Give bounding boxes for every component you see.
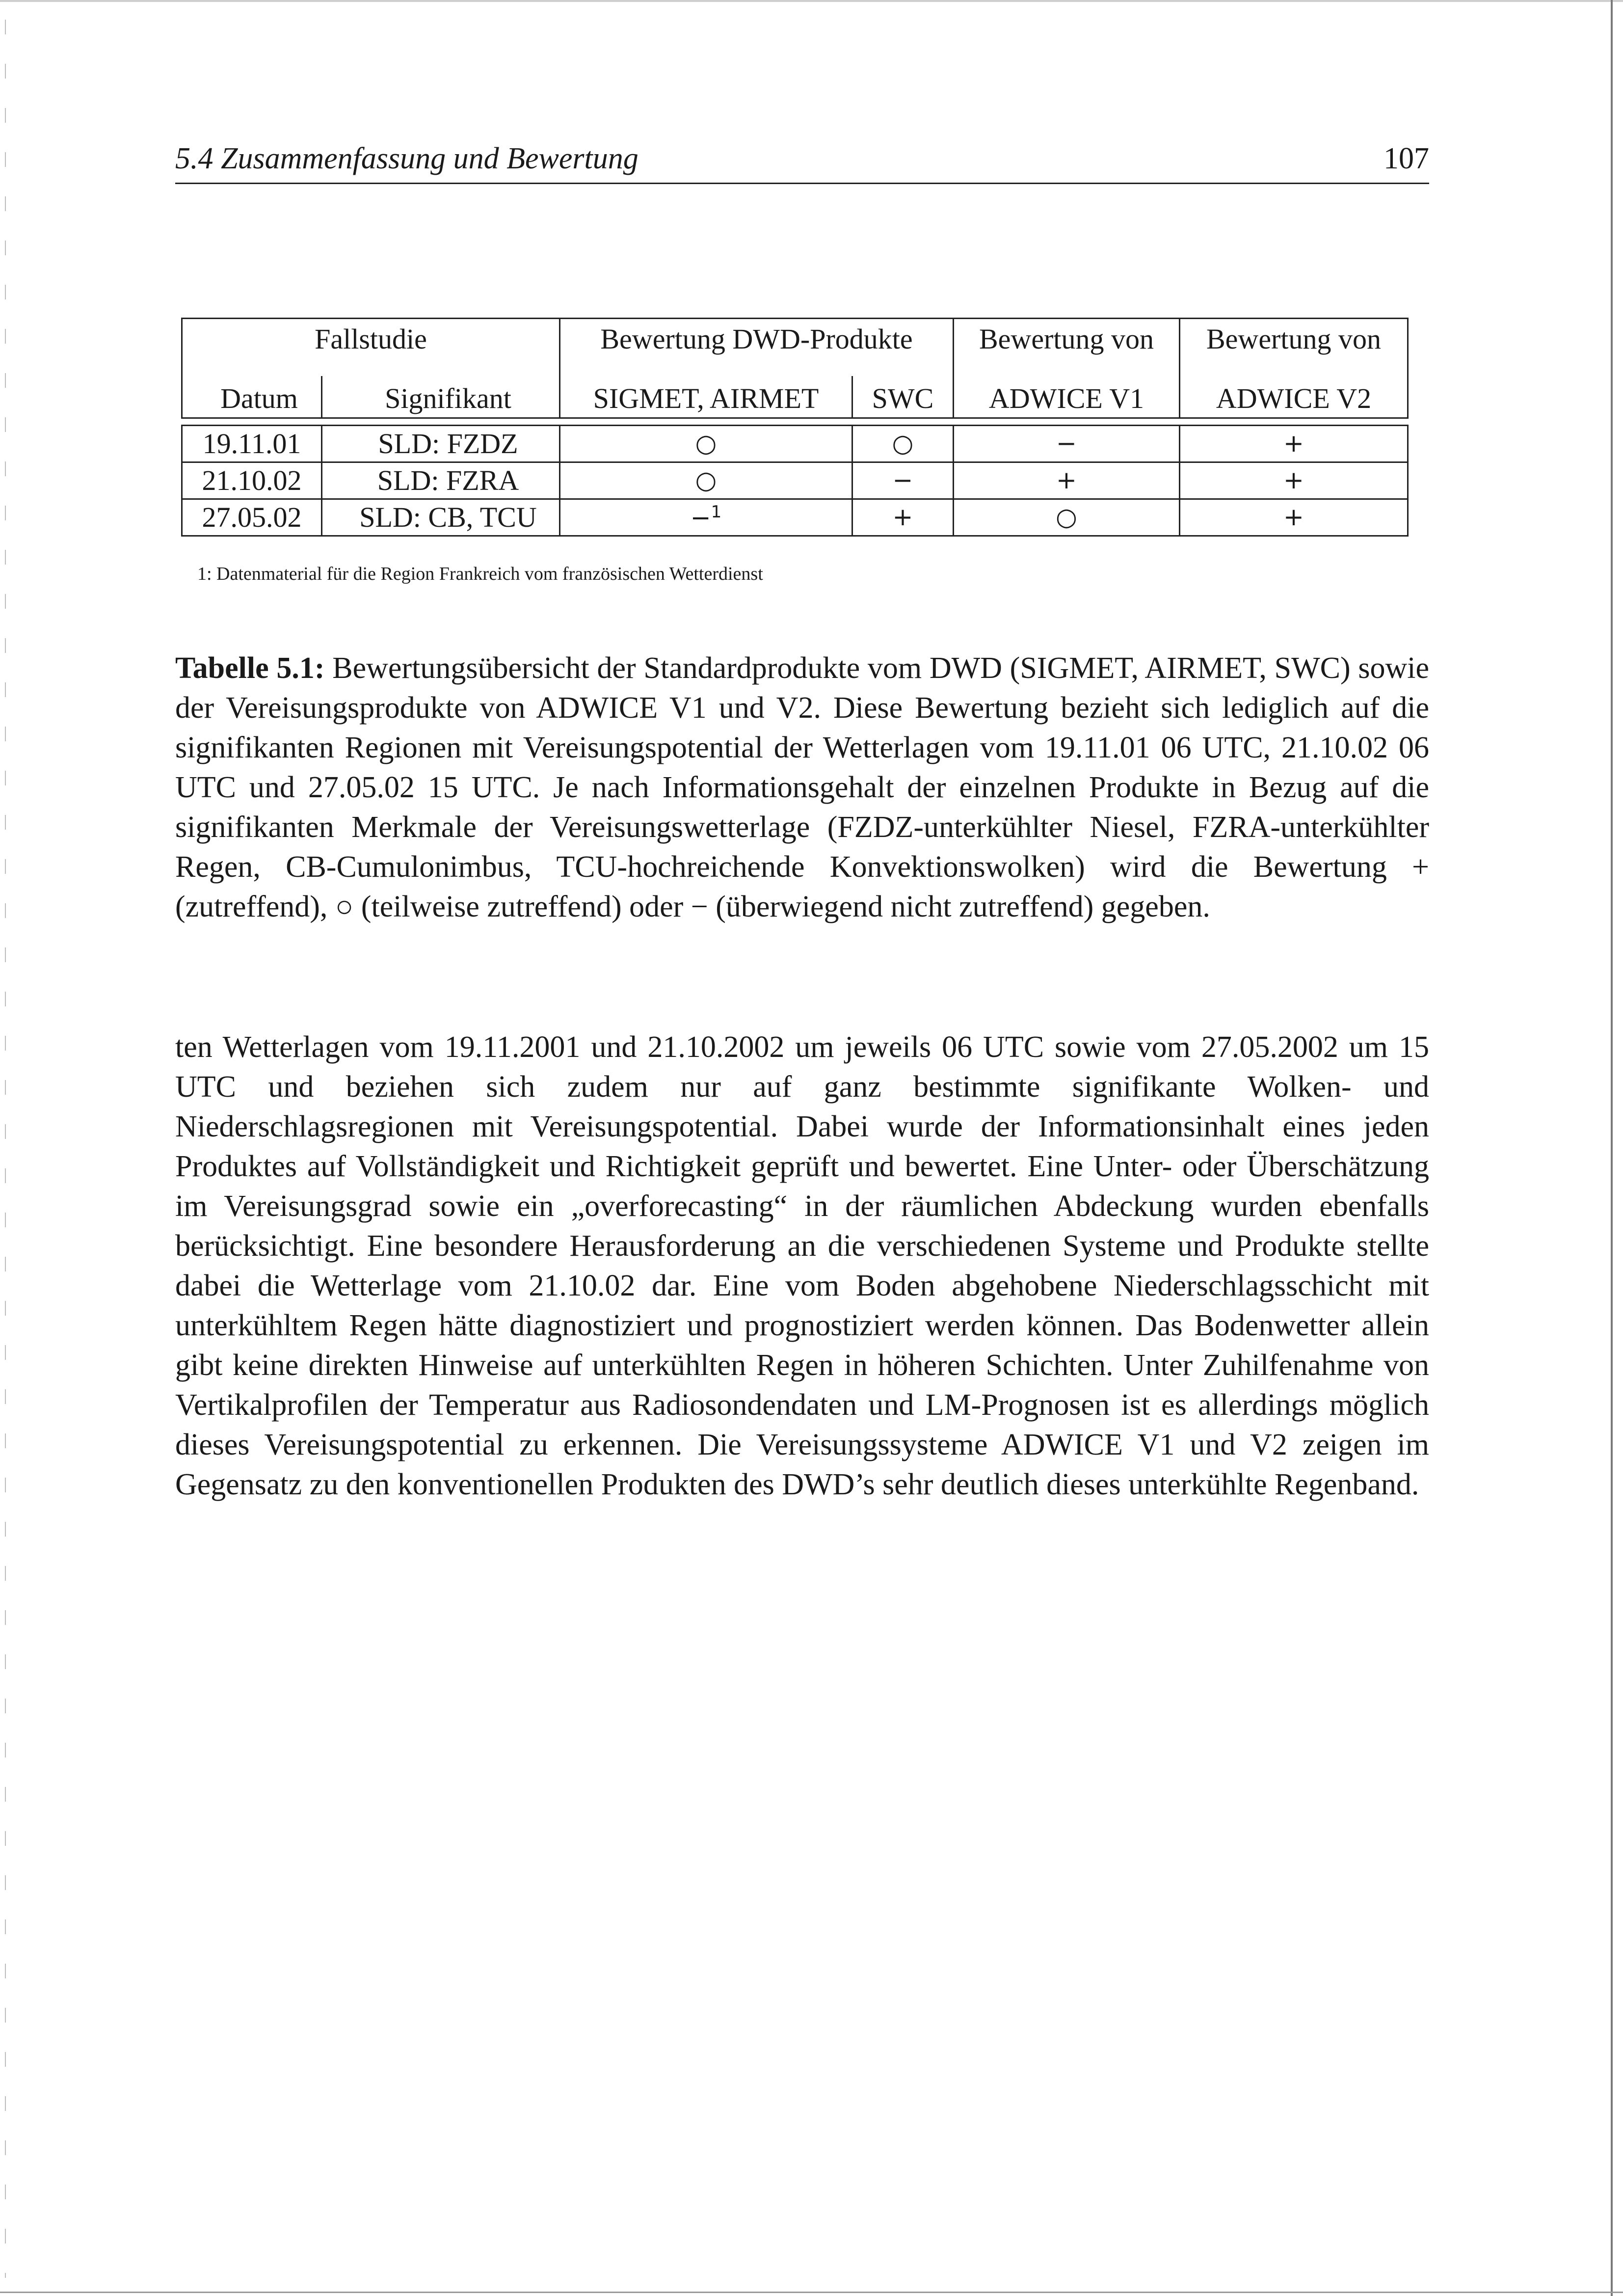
running-head	[175, 138, 1429, 184]
page-number: 107	[1384, 142, 1429, 175]
table-header-row-1	[182, 319, 1408, 377]
table-footnote: 1: Datenmaterial für die Region Frankreich vom französischen Wetterdienst	[197, 564, 763, 584]
cell-sigmet-value: −	[690, 503, 711, 532]
body-paragraph: ten Wetterlagen vom 19.11.2001 und 21.10.2002 um jeweils 06 UTC sowie vom 27.05.2002 um 15 UTC und beziehen sich zudem nur auf ganz bestimmte signifikante Wolken- und Niederschlagsregionen mit Vereisungspotential. Dabei wurde der Informationsinhalt eines jeden Produktes auf Vollständigkeit und Richtigkeit geprüft und bewertet. Eine Unter- oder Überschätzung im Vereisungsgrad sowie ein „overforecasting“ in der räumlichen Abdeckung wurden ebenfalls berücksichtigt. Eine besondere Herausforderung an die verschiedenen Systeme und Produkte stellte dabei die Wetterlage vom 21.10.02 dar. Eine vom Boden abgehobene Niederschlagsschicht mit unterkühltem Regen hätte diagnostiziert und prognostiziert werden können. Das Bodenwetter allein gibt keine direkten Hinweise auf unterkühlten Regen in höheren Schichten. Unter Zuhilfenahme von Vertikalprofilen der Temperatur aus Radiosondendaten und LM-Prognosen ist es allerdings möglich dieses Vereisungspotential zu erkennen. Die Vereisungssysteme ADWICE V1 und V2 zeigen im Gegensatz zu den konventionellen Produkten des DWD’s sehr deutlich dieses unterkühlte Regenband.	[175, 1030, 1429, 1501]
evaluation-table	[181, 318, 1409, 537]
table-row	[182, 499, 1408, 536]
header-signifikant: Signifikant	[322, 376, 560, 418]
cell-v2: +	[1180, 426, 1408, 462]
results-table	[181, 318, 1409, 537]
scan-edge-right	[1611, 0, 1613, 2296]
header-swc: SWC	[852, 376, 954, 418]
header-datum: Datum	[182, 376, 322, 418]
table-row	[182, 426, 1408, 462]
cell-signifikant: SLD: FZDZ	[322, 426, 560, 462]
caption-label: Tabelle 5.1:	[175, 651, 325, 685]
header-adwice-v1: ADWICE V1	[954, 376, 1180, 418]
cell-datum: 19.11.01	[182, 426, 322, 462]
cell-v2: +	[1180, 499, 1408, 536]
header-fallstudie: Fallstudie	[182, 319, 560, 377]
table-gap	[182, 418, 1408, 426]
cell-sigmet: ○	[560, 462, 852, 499]
cell-sigmet	[560, 499, 852, 536]
scan-edge-top	[0, 0, 1623, 2]
cell-datum: 21.10.02	[182, 462, 322, 499]
table-caption	[175, 648, 1429, 927]
cell-signifikant: SLD: CB, TCU	[322, 499, 560, 536]
section-title: 5.4 Zusammenfassung und Bewertung	[175, 142, 639, 175]
cell-v2: +	[1180, 462, 1408, 499]
scan-edge-bottom	[0, 2292, 1623, 2293]
cell-swc: −	[852, 462, 954, 499]
cell-datum: 27.05.02	[182, 499, 322, 536]
footnote-marker: 1	[711, 502, 722, 522]
header-v2-group: Bewertung von	[1180, 319, 1408, 377]
header-adwice-v2: ADWICE V2	[1180, 376, 1408, 418]
header-dwd-products: Bewertung DWD-Produkte	[560, 319, 954, 377]
caption-text: Bewertungsübersicht der Standardprodukte vom DWD (SIGMET, AIRMET, SWC) sowie der Vereisungsprodukte von ADWICE V1 und V2. Diese Bewertung bezieht sich lediglich auf die signifikanten Regionen mit Vereisungspotential der Wetterlagen vom 19.11.01 06 UTC, 21.10.02 06 UTC und 27.05.02 15 UTC. Je nach Informationsgehalt der einzelnen Produkte in Bezug auf die signifikanten Merkmale der Vereisungswetterlage (FZDZ-unterkühlter Niesel, FZRA-unterkühlter Regen, CB-Cumulonimbus, TCU-hochreichende Konvektionswolken) wird die Bewertung + (zutreffend), ○ (teilweise zutreffend) oder − (überwiegend nicht zutreffend) gegeben.	[175, 651, 1430, 923]
cell-sigmet: ○	[560, 426, 852, 462]
scan-edge-left	[5, 20, 6, 2278]
cell-swc: ○	[852, 426, 954, 462]
cell-v1: −	[954, 426, 1180, 462]
cell-signifikant: SLD: FZRA	[322, 462, 560, 499]
header-v1-group: Bewertung von	[954, 319, 1180, 377]
cell-swc: +	[852, 499, 954, 536]
table-gap-cell	[182, 418, 1408, 426]
cell-v1: ○	[954, 499, 1180, 536]
table-header-row-2	[182, 376, 1408, 418]
table-row	[182, 462, 1408, 499]
header-sigmet-airmet: SIGMET, AIRMET	[560, 376, 852, 418]
cell-v1: +	[954, 462, 1180, 499]
